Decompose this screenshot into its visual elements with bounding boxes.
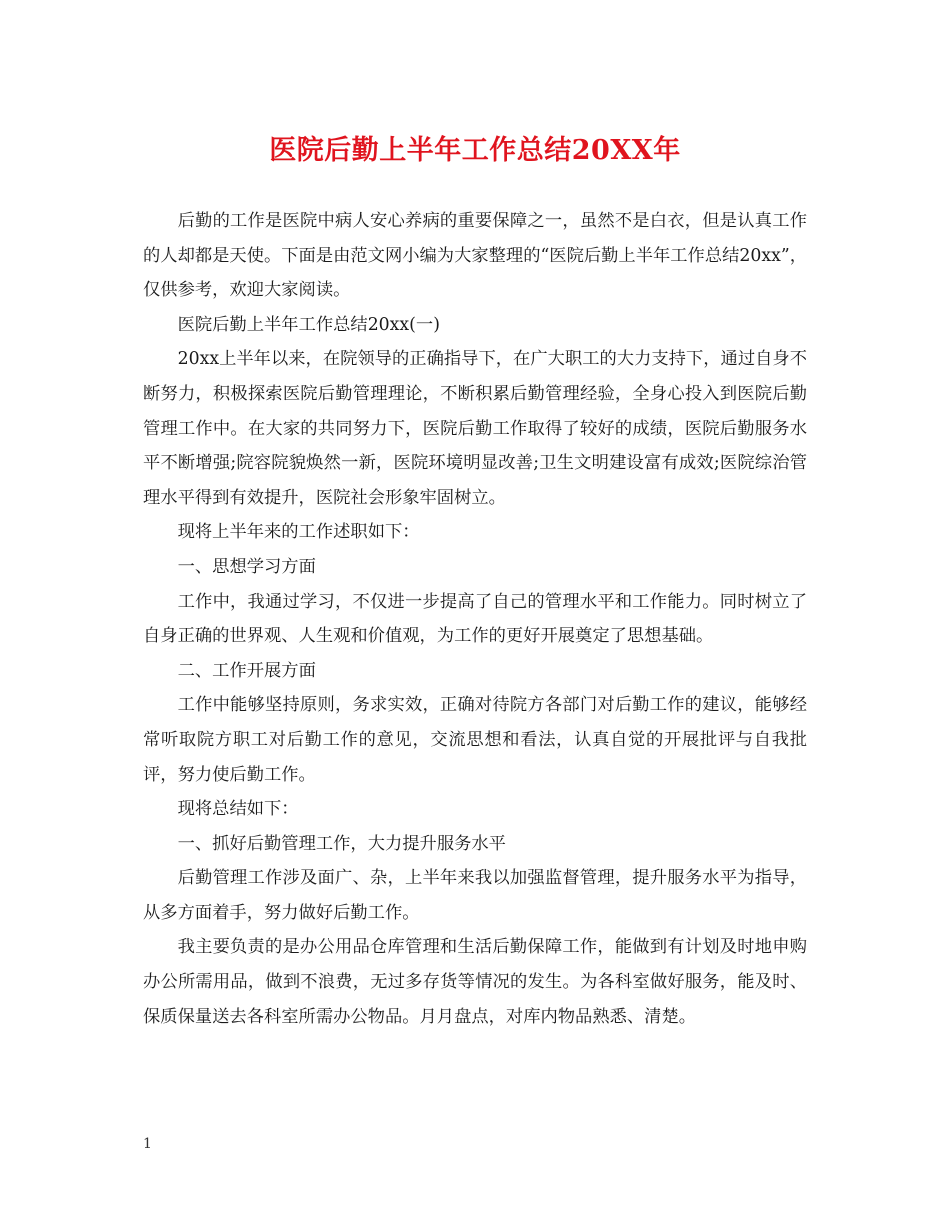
document-body [143,204,807,1034]
paragraph: 工作中能够坚持原则，务求实效，正确对待院方各部门对后勤工作的建议，能够经常听取院方职工对后勤工作的意见，交流思想和看法，认真自觉的开展批评与自我批评，努力使后勤工作。 [143,695,807,785]
section-heading: 一、抓好后勤管理工作，大力提升服务水平 [177,833,506,854]
paragraph: 20xx上半年以来，在院领导的正确指导下，在广大职工的大力支持下，通过自身不断努力，积极探索医院后勤管理理论，不断积累后勤管理经验，全身心投入到医院后勤管理工作中。在大家的共同努力下，医院后勤工作取得了较好的成绩，医院后勤服务水平不断增强;院容院貌焕然一新，医院环境明显改善;卫生文明建设富有成效;医院综治管理水平得到有效提升，医院社会形象牢固树立。 [143,349,807,508]
section-heading: 二、工作开展方面 [177,660,316,681]
paragraph: 后勤的工作是医院中病人安心养病的重要保障之一，虽然不是白衣，但是认真工作的人却都是天使。下面是由范文网小编为大家整理的“医院后勤上半年工作总结20xx”，仅供参考，欢迎大家阅读。 [143,211,807,301]
paragraph: 后勤管理工作涉及面广、杂，上半年来我以加强监督管理，提升服务水平为指导，从多方面着手，努力做好后勤工作。 [143,868,807,923]
paragraph: 现将总结如下： [177,799,299,820]
paragraph: 我主要负责的是办公用品仓库管理和生活后勤保障工作，能做到有计划及时地申购办公所需用品，做到不浪费，无过多存货等情况的发生。为各科室做好服务，能及时、保质保量送去各科室所需办公物品。月月盘点，对库内物品熟悉、清楚。 [143,937,807,1027]
paragraph: 工作中，我通过学习，不仅进一步提高了自己的管理水平和工作能力。同时树立了自身正确的世界观、人生观和价值观，为工作的更好开展奠定了思想基础。 [143,591,807,647]
paragraph: 现将上半年来的工作述职如下： [177,522,420,543]
section-heading: 一、思想学习方面 [177,556,316,577]
section-heading: 医院后勤上半年工作总结20xx(一) [177,314,440,335]
page-number: 1 [143,1136,152,1152]
document-title: 医院后勤上半年工作总结20XX年 [269,135,681,166]
